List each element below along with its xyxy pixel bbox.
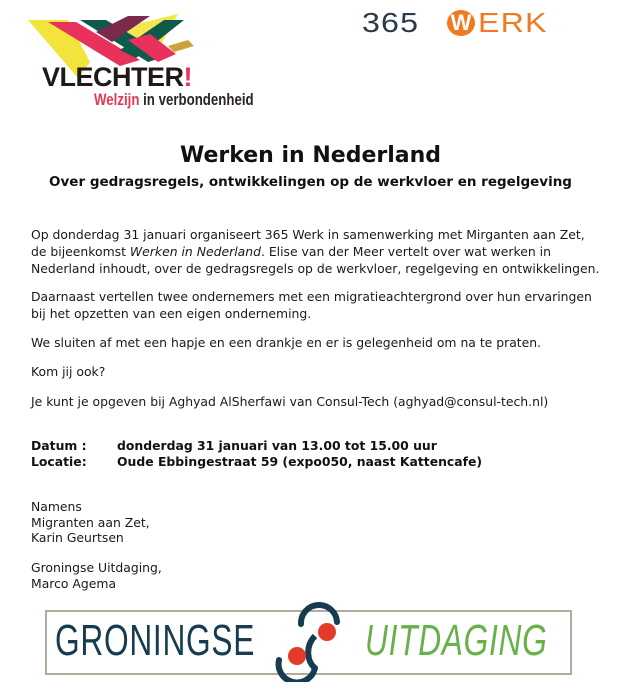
intro-paragraph	[31, 226, 601, 277]
detail-date	[31, 438, 437, 454]
detail-location-value: Oude Ebbingestraat 59 (expo050, naast Kattencafe)	[117, 454, 483, 469]
werk-number: 365	[362, 7, 420, 38]
werk-w-circle-icon: W	[447, 10, 475, 36]
gu-swirl-icon	[269, 602, 349, 682]
signature-line: Karin Geurtsen	[31, 530, 124, 545]
intro-text: Op donderdag 31 januari organiseert 365 Werk in samenwerking met Mirganten aan Zet, de bijeenkomst	[31, 227, 585, 259]
detail-location-label: Locatie:	[31, 454, 87, 469]
invitation-question: Kom jij ook?	[31, 364, 106, 379]
werk-letters: ERK	[478, 7, 548, 38]
groningse-uitdaging-logo	[45, 610, 572, 675]
signature-line: Groningse Uitdaging,	[31, 560, 162, 575]
detail-date-value: donderdag 31 januari van 13.00 tot 15.00 uur	[117, 438, 437, 453]
event-name: Werken in Nederland	[129, 244, 261, 259]
vlechter-wordmark: VLECHTER!	[42, 62, 193, 92]
vlechter-tagline: Welzijn in verbondenheid	[94, 90, 254, 109]
page-title: Werken in Nederland	[179, 143, 442, 168]
signature-block-2	[31, 560, 162, 591]
closing-paragraph: We sluiten af met een hapje en een drankje en er is gelegenheid om na te praten.	[31, 335, 542, 350]
detail-date-label: Datum :	[31, 438, 87, 453]
365-werk-logo	[362, 7, 548, 38]
signature-block-1	[31, 499, 150, 546]
signature-line: Marco Agema	[31, 575, 117, 591]
detail-location	[31, 454, 482, 470]
registration-paragraph: Je kunt je opgeven bij Aghyad AlSherfawi van Consul-Tech (aghyad@consul-tech.nl)	[31, 394, 549, 409]
intro-text-cont: . Elise van der Meer vertelt over wat werken in Nederland inhoudt, over de gedragsregels op de werkvloer, regelgeving en ontwikkelingen.	[31, 244, 600, 276]
entrepreneurs-paragraph: Daarnaast vertellen twee ondernemers met een migratieachtergrond over hun ervaringen bij het opzetten van een eigen onderneming.	[31, 289, 592, 321]
page-subtitle: Over gedragsregels, ontwikkelingen op de werkvloer en regelgeving	[49, 174, 572, 190]
signature-line: Namens	[31, 499, 82, 514]
vlechter-logo	[28, 10, 253, 115]
gu-left-word: GRONINGSE	[55, 616, 256, 665]
gu-right-word: UITDAGING	[365, 616, 548, 665]
signature-line: Migranten aan Zet,	[31, 514, 150, 530]
